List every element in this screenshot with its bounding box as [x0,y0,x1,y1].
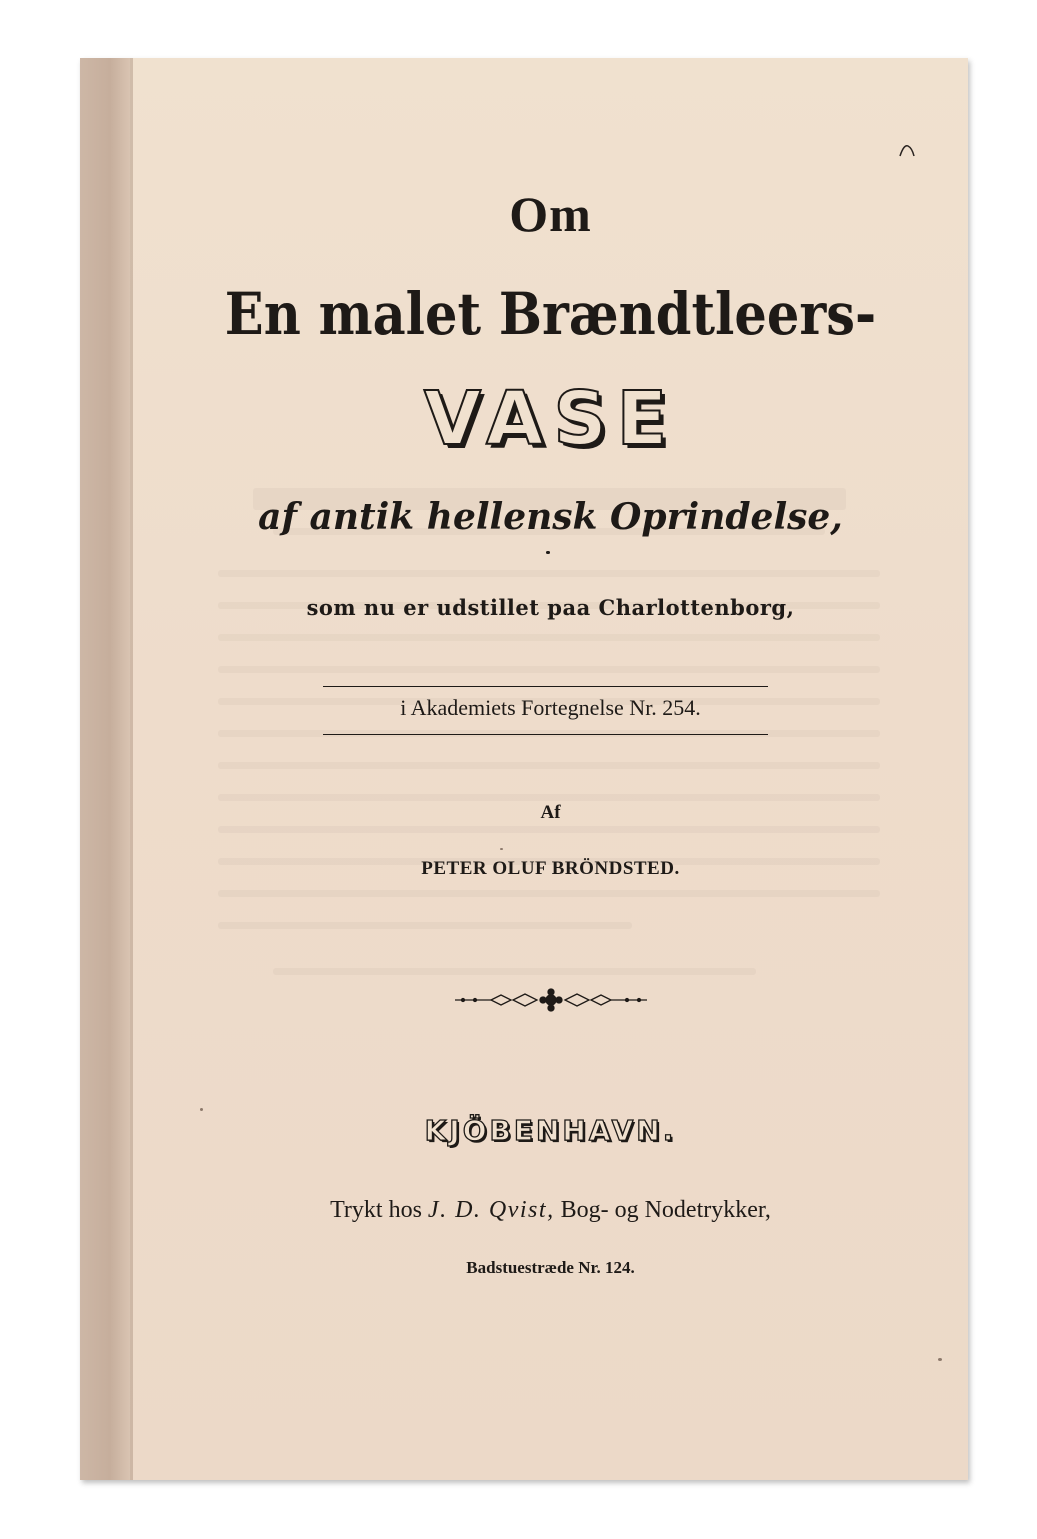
rule-bottom [323,734,768,735]
place-of-publication: KJÖBENHAVN. [424,1114,677,1147]
printer-prefix: Trykt hos [330,1197,422,1223]
pamphlet-cover [80,58,968,1480]
printer-line [133,1197,968,1224]
binding-spine [80,58,130,1480]
place-block [133,1114,968,1147]
title-vase-block [133,376,968,462]
printer-address: Badstuestræde Nr. 124. [466,1258,635,1277]
catalog-line: i Akademiets Fortegnelse Nr. 254. [400,695,701,720]
exhibit-line: som nu er udstillet paa Charlottenborg, [306,595,795,620]
title-vase: VASE [423,376,678,462]
title-om: Om [509,186,592,242]
printer-suffix: Bog- og Nodetrykker, [560,1197,771,1223]
ornament-container [133,988,968,1012]
title-page-content [133,58,968,1480]
decorative-rule-ornament-icon [451,988,651,1012]
by-line: Af [540,802,561,823]
author-name: PETER OLUF BRÖNDSTED. [421,858,680,879]
printer-name: J. D. Qvist, [427,1197,555,1223]
rule-top [323,686,768,687]
subtitle-origin: af antik hellensk Oprindelse, [258,496,843,538]
divider-dot [546,551,550,554]
main-title: En malet Brændtleers- [224,280,877,348]
